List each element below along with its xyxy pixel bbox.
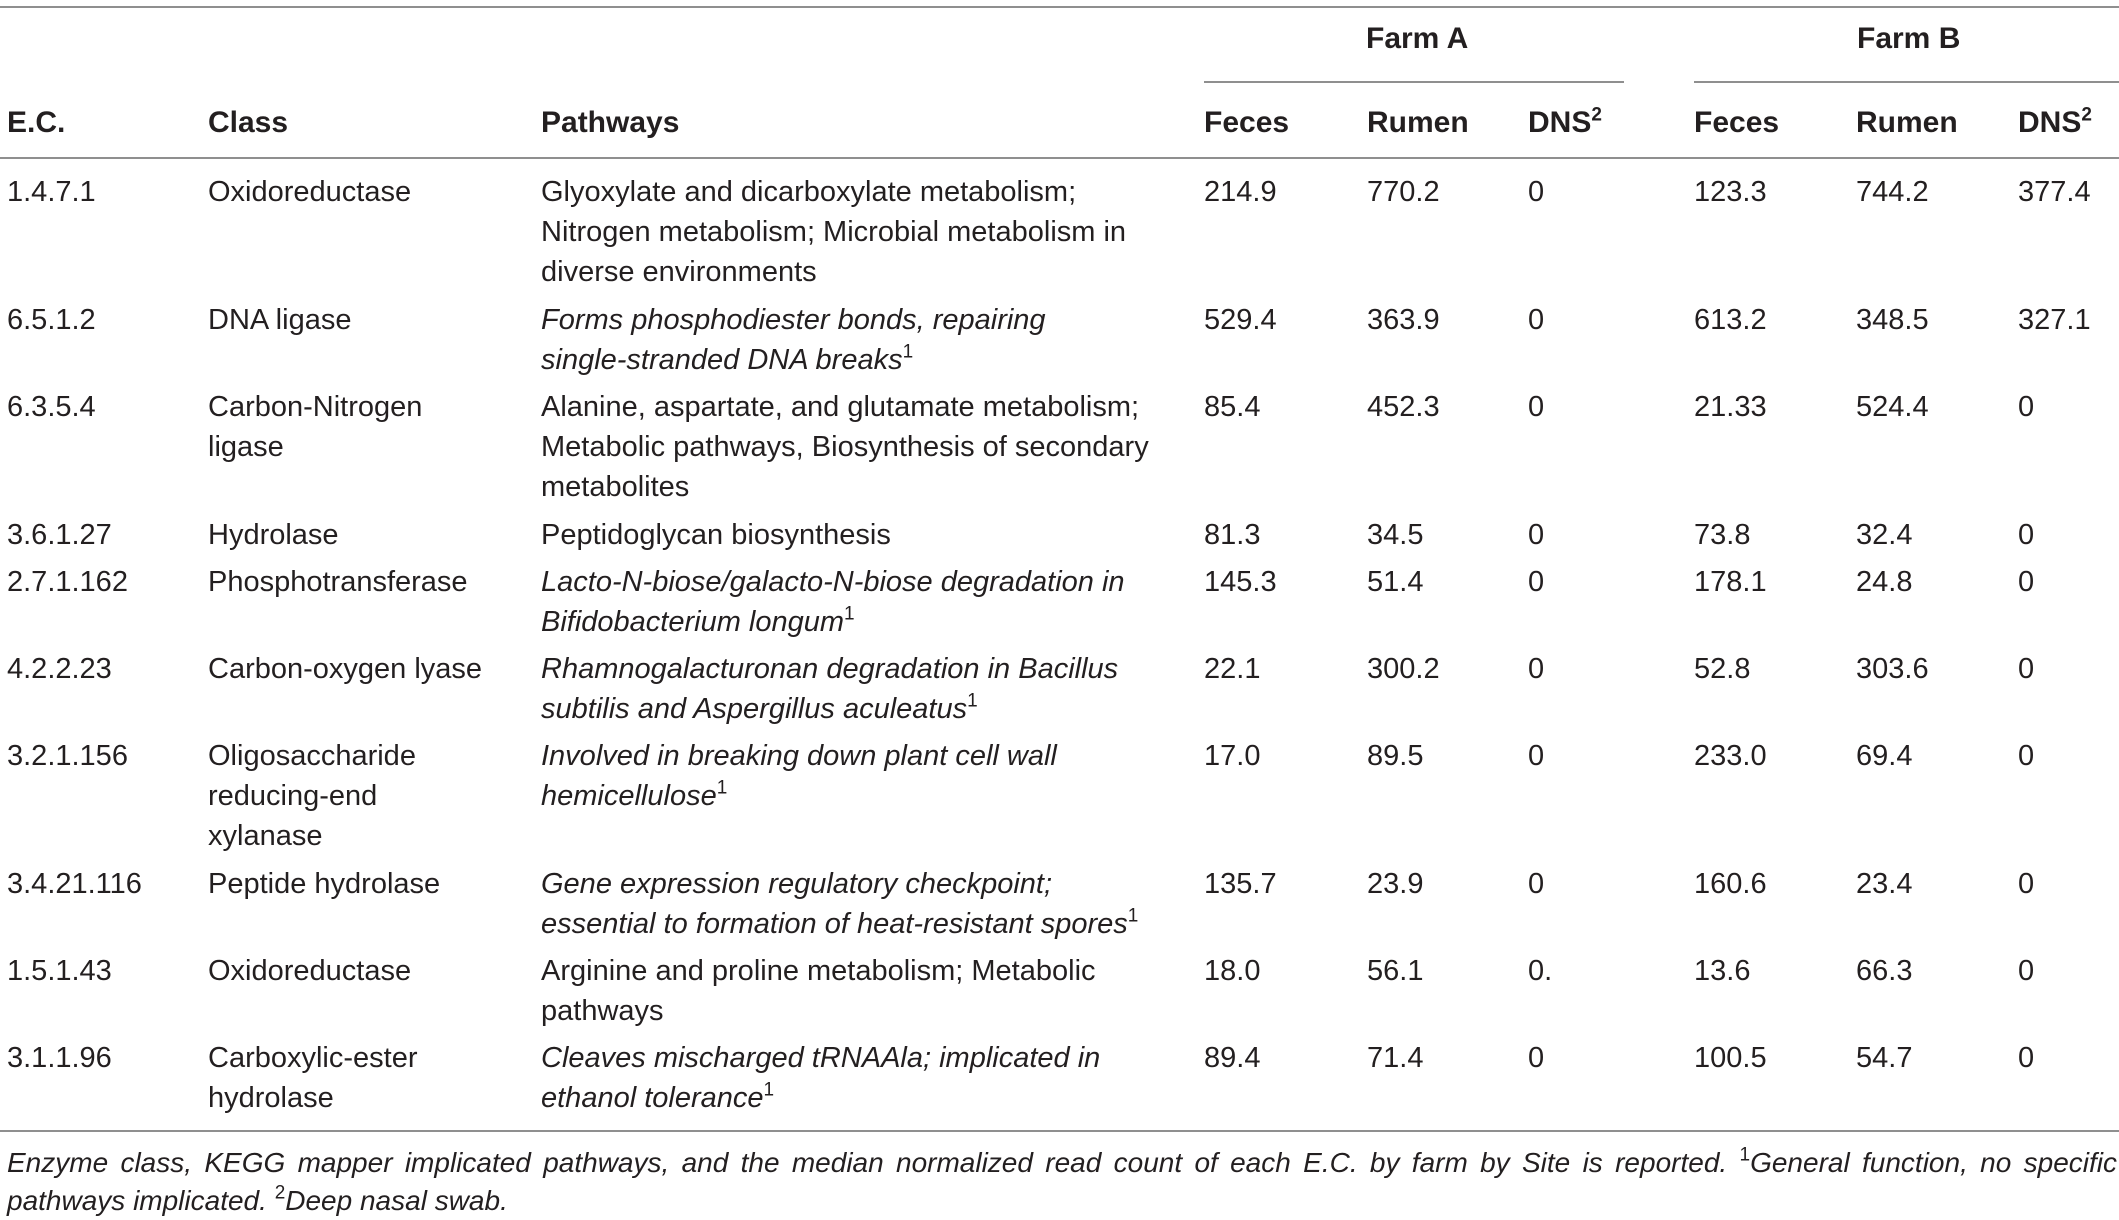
farm-b-header: Farm B xyxy=(1857,22,1961,55)
cell-pathway xyxy=(541,736,1057,776)
footnote-text: Enzyme class, KEGG mapper implicated pathways, and the median normalized read count of each E.C. by farm by Site is reported. xyxy=(7,1147,1740,1178)
cell-class: Oxidoreductase xyxy=(208,955,412,987)
table-footnote xyxy=(7,1144,2117,1220)
cell-class: Oxidoreductase xyxy=(208,176,412,208)
cell-ec: 2.7.1.162 xyxy=(7,566,128,598)
cell-farm-b-feces: 613.2 xyxy=(1694,304,1767,336)
cell-farm-b-rumen: 66.3 xyxy=(1856,955,1913,987)
cell-farm-b-feces: 13.6 xyxy=(1694,955,1751,987)
cell-farm-b-rumen: 24.8 xyxy=(1856,566,1913,598)
dns-footnote-mark: 2 xyxy=(2081,104,2092,126)
header-rule xyxy=(0,157,2119,159)
pathway-text: diverse environments xyxy=(541,256,817,288)
cell-farm-b-dns: 0 xyxy=(2018,955,2035,987)
cell-ec: 3.2.1.156 xyxy=(7,740,128,772)
cell-class: DNA ligase xyxy=(208,304,352,336)
cell-farm-b-dns: 0 xyxy=(2018,740,2035,772)
col-header-farm-a-rumen: Rumen xyxy=(1367,106,1469,139)
cell-class: hydrolase xyxy=(208,1082,334,1114)
cell-class: Carbon-Nitrogen xyxy=(208,391,423,423)
col-header-farm-a-dns xyxy=(1528,103,1602,143)
cell-farm-a-rumen: 452.3 xyxy=(1367,391,1440,423)
cell-farm-b-feces: 123.3 xyxy=(1694,176,1767,208)
pathway-text: Forms phosphodiester bonds, repairing xyxy=(541,304,1046,336)
cell-farm-a-feces: 17.0 xyxy=(1204,740,1261,772)
cell-farm-b-feces: 233.0 xyxy=(1694,740,1767,772)
cell-farm-a-feces: 89.4 xyxy=(1204,1042,1261,1074)
pathway-footnote-mark: 1 xyxy=(716,777,728,799)
cell-farm-b-rumen: 69.4 xyxy=(1856,740,1913,772)
cell-farm-b-dns: 0 xyxy=(2018,519,2035,551)
cell-farm-b-feces: 160.6 xyxy=(1694,868,1767,900)
footnote-text: General function, no specific pathways implicated. xyxy=(7,1147,2117,1216)
cell-pathway xyxy=(541,991,664,1031)
pathway-footnote-mark: 1 xyxy=(1127,905,1139,927)
cell-ec: 6.5.1.2 xyxy=(7,304,96,336)
pathway-text: Peptidoglycan biosynthesis xyxy=(541,519,891,551)
cell-farm-b-dns: 0 xyxy=(2018,1042,2035,1074)
cell-farm-a-dns: 0 xyxy=(1528,868,1545,900)
cell-ec: 6.3.5.4 xyxy=(7,391,96,423)
cell-pathway xyxy=(541,427,1149,467)
pathway-text: Arginine and proline metabolism; Metabolic xyxy=(541,955,1096,987)
pathway-text: Gene expression regulatory checkpoint; xyxy=(541,868,1053,900)
cell-farm-b-feces: 21.33 xyxy=(1694,391,1767,423)
cell-farm-b-rumen: 524.4 xyxy=(1856,391,1929,423)
pathway-footnote-mark: 1 xyxy=(967,690,978,712)
pathway-text: subtilis and Aspergillus aculeatus xyxy=(541,693,968,725)
cell-farm-b-feces: 52.8 xyxy=(1694,653,1751,685)
col-header-farm-b-dns xyxy=(2018,103,2092,143)
cell-farm-b-feces: 100.5 xyxy=(1694,1042,1767,1074)
farm-a-header: Farm A xyxy=(1366,22,1469,55)
cell-farm-a-feces: 214.9 xyxy=(1204,176,1277,208)
dns-footnote-mark: 2 xyxy=(1591,104,1602,126)
col-header-farm-b-feces: Feces xyxy=(1694,106,1780,139)
pathway-footnote-mark: 1 xyxy=(844,603,855,625)
cell-farm-b-rumen: 32.4 xyxy=(1856,519,1913,551)
cell-ec: 1.4.7.1 xyxy=(7,176,96,208)
cell-farm-b-rumen: 303.6 xyxy=(1856,653,1929,685)
footnote-text: Deep nasal swab. xyxy=(285,1185,508,1216)
cell-pathway xyxy=(541,562,1125,602)
cell-pathway xyxy=(541,649,1118,689)
farm-a-underline xyxy=(1204,81,1624,83)
cell-farm-b-feces: 73.8 xyxy=(1694,519,1751,551)
dns-label: DNS xyxy=(1528,106,1592,139)
cell-farm-a-feces: 529.4 xyxy=(1204,304,1277,336)
bottom-rule xyxy=(0,1130,2119,1132)
cell-ec: 3.1.1.96 xyxy=(7,1042,112,1074)
cell-farm-a-feces: 145.3 xyxy=(1204,566,1277,598)
cell-farm-a-rumen: 34.5 xyxy=(1367,519,1424,551)
cell-pathway xyxy=(541,300,1046,340)
cell-farm-a-dns: 0 xyxy=(1528,519,1545,551)
col-header-farm-b-rumen: Rumen xyxy=(1856,106,1958,139)
cell-farm-a-feces: 18.0 xyxy=(1204,955,1261,987)
cell-farm-a-dns: 0 xyxy=(1528,566,1545,598)
cell-farm-a-rumen: 770.2 xyxy=(1367,176,1440,208)
pathway-text: Alanine, aspartate, and glutamate metabolism; xyxy=(541,391,1140,423)
cell-class: reducing-end xyxy=(208,780,378,812)
cell-ec: 3.6.1.27 xyxy=(7,519,112,551)
cell-farm-a-rumen: 71.4 xyxy=(1367,1042,1424,1074)
cell-pathway xyxy=(541,776,727,816)
pathway-text: Glyoxylate and dicarboxylate metabolism; xyxy=(541,176,1077,208)
pathway-footnote-mark: 1 xyxy=(902,341,914,363)
cell-pathway xyxy=(541,340,913,380)
pathway-text: Nitrogen metabolism; Microbial metabolism in xyxy=(541,216,1127,248)
cell-farm-b-dns: 0 xyxy=(2018,391,2035,423)
cell-farm-b-dns: 327.1 xyxy=(2018,304,2091,336)
cell-farm-b-rumen: 54.7 xyxy=(1856,1042,1913,1074)
cell-farm-b-dns: 0 xyxy=(2018,653,2035,685)
cell-farm-a-feces: 135.7 xyxy=(1204,868,1277,900)
cell-farm-a-feces: 85.4 xyxy=(1204,391,1261,423)
cell-ec: 3.4.21.116 xyxy=(7,868,142,900)
cell-farm-a-dns: 0. xyxy=(1528,955,1553,987)
pathway-text: Rhamnogalacturonan degradation in Bacillus xyxy=(541,653,1119,685)
cell-pathway xyxy=(541,689,978,729)
cell-class: Oligosaccharide xyxy=(208,740,416,772)
cell-pathway xyxy=(541,1078,774,1118)
pathway-text: Metabolic pathways, Biosynthesis of secondary xyxy=(541,431,1149,463)
pathway-text: essential to formation of heat-resistant spores xyxy=(541,908,1128,940)
cell-farm-a-feces: 81.3 xyxy=(1204,519,1261,551)
cell-farm-b-dns: 0 xyxy=(2018,868,2035,900)
pathway-text: metabolites xyxy=(541,471,690,503)
cell-farm-a-dns: 0 xyxy=(1528,176,1545,208)
cell-farm-a-rumen: 363.9 xyxy=(1367,304,1440,336)
col-header-class: Class xyxy=(208,106,289,139)
pathway-footnote-mark: 1 xyxy=(763,1079,775,1101)
cell-class: Carboxylic-ester xyxy=(208,1042,418,1074)
footnote-mark-2: 2 xyxy=(274,1182,286,1204)
cell-farm-b-dns: 0 xyxy=(2018,566,2035,598)
cell-farm-a-dns: 0 xyxy=(1528,1042,1545,1074)
cell-pathway xyxy=(541,951,1096,991)
col-header-pathways: Pathways xyxy=(541,106,680,139)
cell-ec: 4.2.2.23 xyxy=(7,653,112,685)
cell-farm-a-dns: 0 xyxy=(1528,653,1545,685)
cell-pathway xyxy=(541,212,1126,252)
cell-pathway xyxy=(541,1038,1100,1078)
cell-pathway xyxy=(541,864,1052,904)
pathway-text: Bifidobacterium longum xyxy=(541,606,845,638)
pathway-text: Lacto-N-biose/galacto-N-biose degradation in xyxy=(541,566,1125,598)
cell-class: xylanase xyxy=(208,820,323,852)
cell-class: Phosphotransferase xyxy=(208,566,468,598)
dns-label: DNS xyxy=(2018,106,2082,139)
cell-class: ligase xyxy=(208,431,284,463)
cell-farm-a-dns: 0 xyxy=(1528,740,1545,772)
cell-class: Hydrolase xyxy=(208,519,339,551)
cell-farm-b-dns: 377.4 xyxy=(2018,176,2091,208)
cell-farm-a-rumen: 56.1 xyxy=(1367,955,1424,987)
cell-pathway xyxy=(541,387,1139,427)
cell-farm-a-rumen: 300.2 xyxy=(1367,653,1440,685)
cell-farm-a-dns: 0 xyxy=(1528,391,1545,423)
cell-pathway xyxy=(541,172,1076,212)
cell-farm-b-rumen: 348.5 xyxy=(1856,304,1929,336)
cell-farm-a-rumen: 89.5 xyxy=(1367,740,1424,772)
pathway-text: ethanol tolerance xyxy=(541,1082,764,1114)
cell-ec: 1.5.1.43 xyxy=(7,955,112,987)
cell-farm-a-feces: 22.1 xyxy=(1204,653,1261,685)
col-header-farm-a-feces: Feces xyxy=(1204,106,1290,139)
cell-farm-a-rumen: 23.9 xyxy=(1367,868,1424,900)
pathway-text: hemicellulose xyxy=(541,780,717,812)
cell-farm-a-rumen: 51.4 xyxy=(1367,566,1424,598)
cell-farm-a-dns: 0 xyxy=(1528,304,1545,336)
col-header-ec: E.C. xyxy=(7,106,66,139)
cell-class: Carbon-oxygen lyase xyxy=(208,653,483,685)
top-rule xyxy=(0,6,2119,8)
footnote-mark-1: 1 xyxy=(1739,1144,1751,1166)
pathway-text: Involved in breaking down plant cell wall xyxy=(541,740,1057,772)
cell-pathway xyxy=(541,467,689,507)
cell-pathway xyxy=(541,515,891,555)
cell-farm-b-feces: 178.1 xyxy=(1694,566,1767,598)
cell-pathway xyxy=(541,904,1138,944)
farm-b-underline xyxy=(1694,81,2119,83)
cell-farm-b-rumen: 744.2 xyxy=(1856,176,1929,208)
cell-pathway xyxy=(541,252,817,292)
cell-pathway xyxy=(541,602,855,642)
pathway-text: pathways xyxy=(541,995,664,1027)
pathway-text: Cleaves mischarged tRNAAla; implicated in xyxy=(541,1042,1101,1074)
pathway-text: single-stranded DNA breaks xyxy=(541,344,903,376)
cell-class: Peptide hydrolase xyxy=(208,868,441,900)
cell-farm-b-rumen: 23.4 xyxy=(1856,868,1913,900)
